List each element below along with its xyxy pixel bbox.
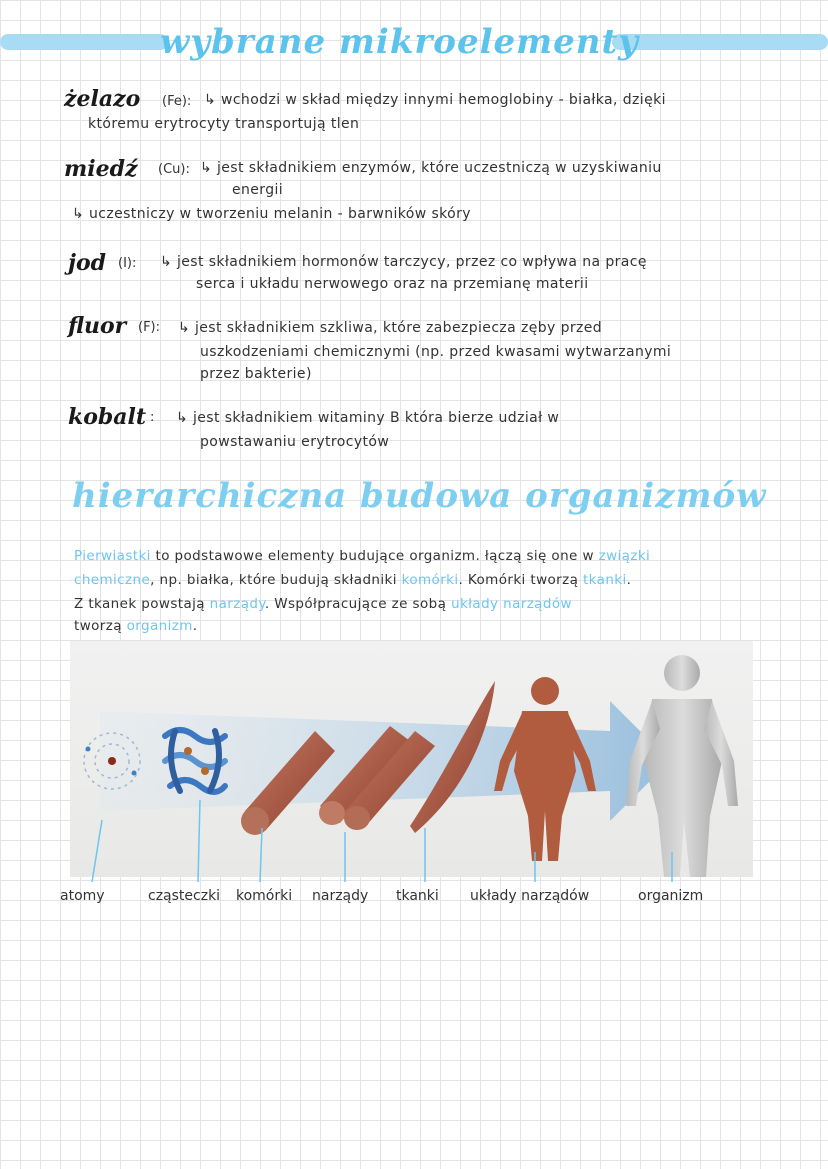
term-chemiczne: chemiczne [74,572,151,588]
level-label-organism: organizm [638,888,704,904]
level-label-molecules: cząsteczki [148,888,221,904]
paragraph-text: Z tkanek powstają [74,596,210,612]
element-text-iron-1: ↳ wchodzi w skład między innymi hemoglobiny - białka, dzięki [204,92,666,108]
term-zwiazki: związki [598,548,651,564]
element-symbol-fluorine: (F): [138,320,161,335]
paragraph-text: to podstawowe elementy budujące organizm. łączą się one w [150,548,599,564]
level-label-cells: komórki [236,888,293,904]
element-name-iron: żelazo [64,86,141,112]
element-symbol-iron: (Fe): [162,94,192,109]
element-name-fluorine: fluor [68,313,127,339]
term-uklady-narzadow: układy narządów [450,596,572,612]
paragraph-text: . [626,572,632,588]
term-organizm: organizm [126,618,193,634]
element-text-fluorine-3: przez bakterie) [200,366,312,382]
level-label-organs: narządy [312,888,369,904]
element-text-iron-2: któremu erytrocyty transportują tlen [88,116,360,132]
element-text-copper-2: energii [232,182,284,198]
term-narzady: narządy [209,596,265,612]
element-name-copper: miedź [64,156,138,182]
paragraph-text: , np. białka, które budują składniki [150,572,402,588]
paragraph-text: . Komórki tworzą [458,572,583,588]
page-title: wybrane mikroelementy [160,22,639,62]
element-text-copper-3: ↳ uczestniczy w tworzeniu melanin - barwników skóry [72,206,471,222]
element-text-fluorine-1: ↳ jest składnikiem szkliwa, które zabezpiecza zęby przed [178,320,603,336]
level-label-tissues: tkanki [396,888,439,904]
paragraph-text: . Współpracujące ze sobą [264,596,451,612]
element-text-iodine-2: serca i układu nerwowego oraz na przemianę materii [196,276,589,292]
element-text-fluorine-2: uszkodzeniami chemicznymi (np. przed kwasami wytwarzanymi [200,344,672,360]
paragraph-text: tworzą [74,618,127,634]
term-komorki: komórki [401,572,459,588]
element-text-cobalt-1: ↳ jest składnikiem witaminy B która bierze udział w [176,410,560,426]
term-tkanki: tkanki [582,572,627,588]
level-label-atoms: atomy [60,888,105,904]
element-symbol-copper: (Cu): [158,162,190,177]
term-pierwiastki: Pierwiastki [74,548,151,564]
level-label-organ-systems: układy narządów [470,888,590,904]
element-text-copper-1: ↳ jest składnikiem enzymów, które uczestniczą w uzyskiwaniu [200,160,662,176]
element-text-iodine-1: ↳ jest składnikiem hormonów tarczycy, przez co wpływa na pracę [160,254,647,270]
paragraph-text: . [192,618,198,634]
element-symbol-iodine: (I): [118,256,137,271]
element-symbol-cobalt: : [150,410,155,425]
element-name-cobalt: kobalt [68,404,147,430]
element-text-cobalt-2: powstawaniu erytrocytów [200,434,390,450]
section-title: hierarchiczna budowa organizmów [72,476,767,516]
element-name-iodine: jod [68,250,107,276]
